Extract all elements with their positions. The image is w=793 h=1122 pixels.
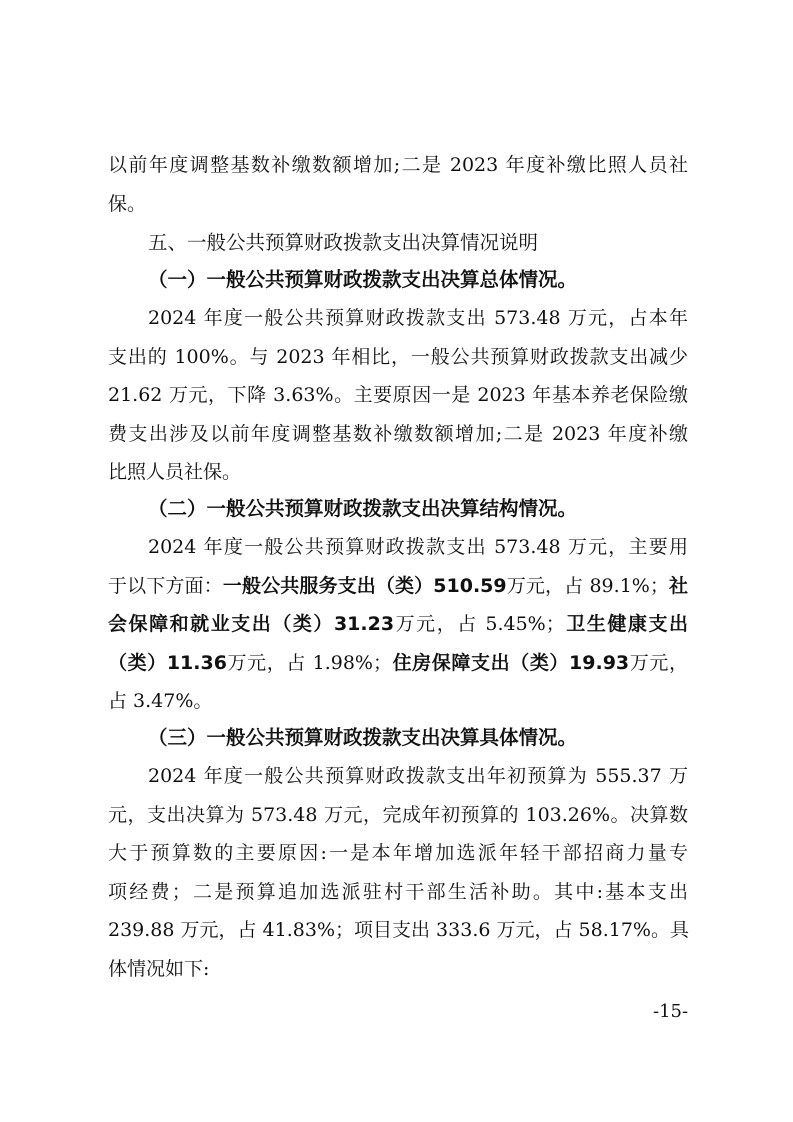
paragraph-structure: [108, 528, 688, 721]
paragraph-detail: [108, 757, 688, 989]
text-line: [108, 644, 688, 683]
text-line: 大于预算数的主要原因:一是本年增加选派年轻干部招商力量专: [108, 842, 688, 865]
text-segment: 万元，占 5.45%；: [394, 613, 565, 636]
bold-segment: （类）11.36: [108, 651, 227, 674]
section-heading: 五、一般公共预算财政拨款支出决算情况说明: [148, 231, 539, 254]
subsection-heading-1: （一）一般公共预算财政拨款支出决算总体情况。: [148, 268, 578, 291]
text-line: 体情况如下:: [108, 957, 210, 980]
bold-segment: 社: [668, 574, 688, 597]
text-line: 2024 年度一般公共预算财政拨款支出年初预算为 555.37 万: [148, 765, 688, 787]
bold-segment: 住房保障支出（类）19.93: [391, 651, 630, 674]
bold-segment: 一般公共服务支出（类）510.59: [222, 574, 507, 597]
text-line: 21.62 万元，下降 3.63%。主要原因一是 2023 年基本养老保险缴: [108, 384, 688, 407]
text-segment: 万元，占 1.98%；: [226, 651, 392, 674]
text-line: 支出的 100%。与 2023 年相比，一般公共预算财政拨款支出减少: [108, 345, 688, 368]
bold-segment: 卫生健康支出: [564, 613, 688, 636]
paragraph-continuation: [108, 146, 688, 223]
text-line: [108, 567, 688, 606]
bold-segment: 会保障和就业支出（类）31.23: [108, 613, 395, 636]
text-line: 项经费；二是预算追加选派驻村干部生活补助。其中:基本支出: [108, 880, 688, 903]
text-line: [108, 605, 688, 644]
subsection-heading-2: （二）一般公共预算财政拨款支出决算结构情况。: [148, 497, 578, 520]
text-line: 2024 年度一般公共预算财政拨款支出 573.48 万元，主要用: [148, 536, 688, 558]
text-segment: 万元，: [629, 651, 688, 674]
text-line: 以前年度调整基数补缴数额增加;二是 2023 年度补缴比照人员社: [108, 154, 688, 176]
text-line: 2024 年度一般公共预算财政拨款支出 573.48 万元，占本年: [148, 307, 688, 329]
text-line: 239.88 万元，占 41.83%；项目支出 333.6 万元，占 58.17%。具: [108, 919, 689, 942]
text-line: 占 3.47%。: [108, 690, 213, 713]
text-segment: 于以下方面：: [108, 574, 223, 597]
text-line: 保。: [108, 192, 147, 215]
paragraph-overall: [108, 299, 688, 492]
subsection-heading-3: （三）一般公共预算财政拨款支出决算具体情况。: [148, 726, 578, 749]
text-line: 比照人员社保。: [108, 461, 242, 484]
page-number: -15-: [653, 1001, 689, 1022]
text-line: 元，支出决算为 573.48 万元，完成年初预算的 103.26%。决算数: [108, 803, 688, 826]
text-line: 费支出涉及以前年度调整基数补缴数额增加;二是 2023 年度补缴: [108, 422, 688, 445]
text-segment: 万元，占 89.1%；: [506, 574, 669, 597]
